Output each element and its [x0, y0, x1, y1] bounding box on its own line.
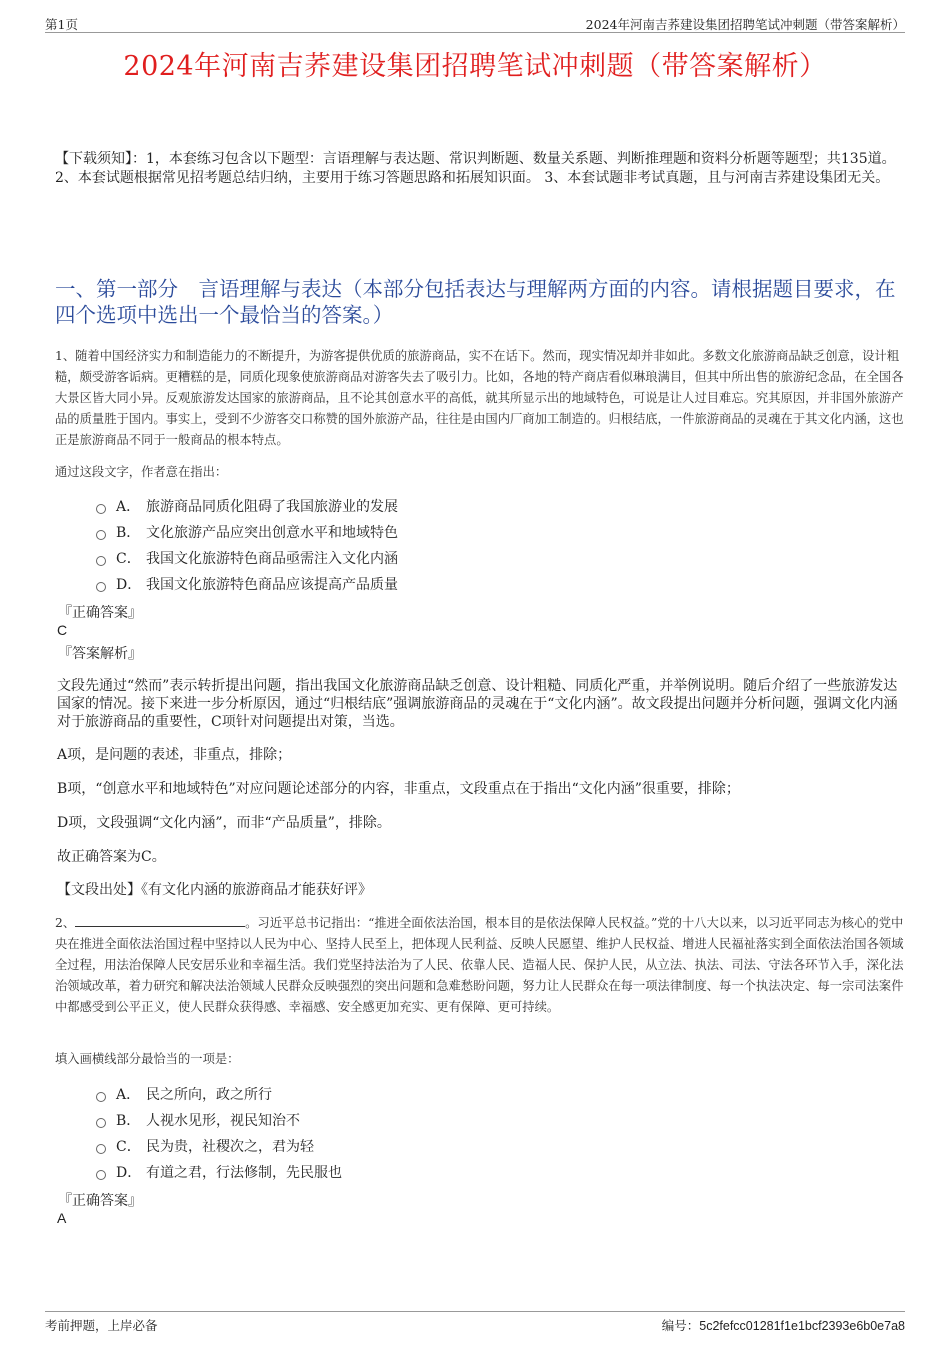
analysis-conclusion: 故正确答案为C。	[57, 849, 166, 865]
option-d[interactable]: D． 我国文化旅游特色商品应该提高产品质量	[96, 571, 796, 597]
footer-code: 编号：5c2fefcc01281f1e1bcf2393e6b0e7a8	[661, 1318, 905, 1333]
option-c[interactable]: C． 民为贵，社稷次之，君为轻	[96, 1133, 796, 1159]
analysis-note-a: A项，是问题的表述，非重点，排除；	[57, 747, 292, 763]
download-notice: 【下载须知】：1，本套练习包含以下题型：言语理解与表达题、常识判断题、数量关系题、判断推理题和资料分析题等题型；共135道。 2、本套试题根据常见招考题总结归纳，主要用于练习答题思路和拓展知识面。 3、本套试题非考试真题，且与河南吉荞建设集团无关。	[55, 151, 896, 186]
page-header	[45, 12, 905, 33]
option-c[interactable]: C． 我国文化旅游特色商品亟需注入文化内涵	[96, 545, 796, 571]
radio-icon[interactable]	[96, 1144, 106, 1154]
radio-icon[interactable]	[96, 530, 106, 540]
option-b[interactable]: B． 文化旅游产品应突出创意水平和地域特色	[96, 519, 796, 545]
analysis-note-b: B项，“创意水平和地域特色”对应问题论述部分的内容，非重点，文段重点在于指出“文化内涵”很重要，排除；	[57, 781, 740, 797]
analysis-note-d: D项，文段强调“文化内涵”，而非“产品质量”，排除。	[57, 815, 391, 831]
analysis-label: 『答案解析』	[58, 646, 142, 662]
radio-icon[interactable]	[96, 1092, 106, 1102]
radio-icon[interactable]	[96, 556, 106, 566]
option-d[interactable]: D． 有道之君，行法修制，先民服也	[96, 1159, 796, 1185]
question-1-stem: 1、随着中国经济实力和制造能力的不断提升，为游客提供优质的旅游商品，实不在话下。然而，现实情况却并非如此。多数文化旅游商品缺乏创意，设计粗糙，颇受游客诟病。更糟糕的是，同质化现象使旅游商品对游客失去了吸引力。比如，各地的特产商店看似琳琅满目，但其中所出售的旅游纪念品，在全国各大景区皆大同小异。反观旅游发达国家的旅游商品，且不论其创意水平的高低，就其所显示出的地域特色，可说是让人过目难忘。究其原因，并非国外旅游产品的质量胜于国内。事实上，受到不少游客交口称赞的国外旅游产品，往往是由国内厂商加工制造的。归根结底，一件旅游商品的灵魂在于其文化内涵，这也正是旅游商品不同于一般商品的根本特点。	[55, 349, 904, 447]
radio-icon[interactable]	[96, 1118, 106, 1128]
answer-value: A	[57, 1210, 67, 1226]
question-2-stem: 2、 。习近平总书记指出：“推进全面依法治国，根本目的是依法保障人民权益。”党的十八大以来，以习近平同志为核心的党中央在推进全面依法治国过程中坚持以人民为中心、坚持人民至上，把体现人民利益、反映人民愿望、维护人民权益、增进人民福祉落实到全面依法治国各领域全过程，用法治保障人民安居乐业和幸福生活。我们党坚持法治为了人民、依靠人民、造福人民、保护人民，从立法、执法、司法、守法各环节入手，深化法治领域改革，着力研究和解决法治领域人民群众反映强烈的突出问题和急难愁盼问题，努力让人民群众在每一项法律制度、每一个执法决定、每一宗司法案件中都感受到公平正义，使人民群众获得感、幸福感、安全感更加充实、更有保障、更可持续。	[55, 916, 904, 1014]
header-doc-name: 2024年河南吉荞建设集团招聘笔试冲刺题（带答案解析）	[585, 17, 905, 32]
answer-value: C	[57, 622, 68, 638]
analysis-text: 文段先通过“然而”表示转折提出问题，指出我国文化旅游商品缺乏创意、设计粗糙、同质化严重，并举例说明。随后介绍了一些旅游发达国家的情况。接下来进一步分析原因，通过“归根结底”强调旅游商品的灵魂在于“文化内涵”。故文段提出问题并分析问题，强调文化内涵对于旅游商品的重要性，C项针对问题提出对策，当选。	[57, 678, 898, 730]
document-title: 2024年河南吉荞建设集团招聘笔试冲刺题（带答案解析）	[123, 51, 827, 82]
radio-icon[interactable]	[96, 582, 106, 592]
option-a[interactable]: A． 民之所向，政之所行	[96, 1081, 796, 1107]
fill-blank	[75, 914, 245, 927]
question-1-options	[96, 493, 796, 597]
page-number: 第1页	[45, 17, 78, 32]
option-a[interactable]: A． 旅游商品同质化阻碍了我国旅游业的发展	[96, 493, 796, 519]
radio-icon[interactable]	[96, 1170, 106, 1180]
radio-icon[interactable]	[96, 504, 106, 514]
answer-label: 『正确答案』	[58, 1193, 142, 1209]
page-footer	[45, 1311, 905, 1334]
question-2-options	[96, 1081, 796, 1185]
source-citation: 【文段出处】《有文化内涵的旅游商品才能获好评》	[57, 882, 372, 898]
option-b[interactable]: B． 人视水见形，视民知治不	[96, 1107, 796, 1133]
question-1-prompt: 通过这段文字，作者意在指出：	[55, 465, 228, 479]
answer-label: 『正确答案』	[58, 605, 142, 621]
footer-slogan: 考前押题，上岸必备	[45, 1318, 158, 1333]
section-heading: 一、第一部分 言语理解与表达（本部分包括表达与理解两方面的内容。请根据题目要求，在四个选项中选出一个最恰当的答案。）	[55, 277, 896, 327]
question-2-prompt: 填入画横线部分最恰当的一项是：	[55, 1052, 240, 1066]
